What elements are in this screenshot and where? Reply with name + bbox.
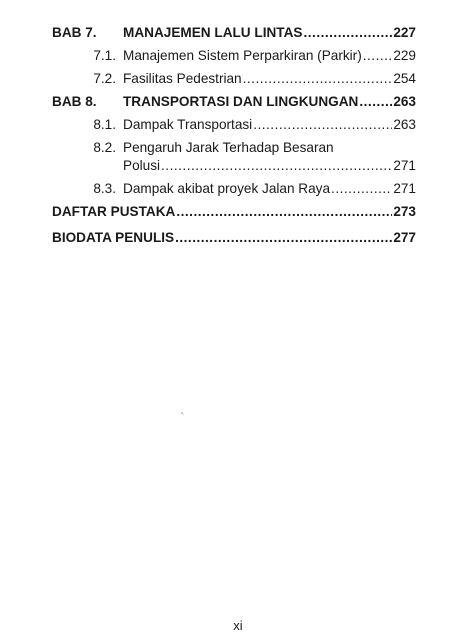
- table-of-contents: [52, 24, 416, 255]
- chapter-title: MANAJEMEN LALU LINTAS: [123, 25, 303, 40]
- section-title: Dampak Transportasi: [123, 117, 253, 132]
- chapter-number: BAB 8.: [52, 94, 97, 109]
- section-title: DAFTAR PUSTAKA: [52, 204, 176, 219]
- dot-leader: [161, 157, 392, 175]
- toc-entry-7-2[interactable]: [52, 70, 416, 88]
- section-title: Manajemen Sistem Perparkiran (Parkir): [123, 48, 362, 63]
- section-title: Dampak akibat proyek Jalan Raya: [123, 181, 331, 196]
- chapter-number: BAB 7.: [52, 25, 97, 40]
- page-ref: 271: [393, 158, 416, 173]
- section-title-line-2: Polusi: [123, 158, 161, 173]
- page-ref: 263: [393, 94, 416, 109]
- toc-entry-biodata-penulis[interactable]: [52, 229, 416, 247]
- dot-leader: [303, 24, 392, 42]
- page-ref: 273: [393, 204, 416, 219]
- toc-entry-8-3[interactable]: [52, 180, 416, 198]
- section-number: 8.1.: [93, 117, 116, 132]
- dot-leader: [243, 70, 393, 88]
- section-number: 7.1.: [93, 48, 116, 63]
- section-title-line-1: Pengaruh Jarak Terhadap Besaran: [123, 140, 334, 155]
- toc-entry-daftar-pustaka[interactable]: [52, 203, 416, 221]
- dot-leader: [363, 47, 393, 65]
- dot-leader: [176, 203, 392, 221]
- dot-leader: [331, 180, 392, 198]
- page-ref: 263: [393, 117, 416, 132]
- section-title: BIODATA PENULIS: [52, 230, 175, 245]
- toc-entry-7-1[interactable]: [52, 47, 416, 65]
- page-ref: 254: [393, 71, 416, 86]
- toc-entry-bab-8[interactable]: [52, 93, 416, 111]
- section-number: 8.2.: [93, 140, 116, 155]
- dot-leader: [175, 229, 392, 247]
- toc-entry-8-1[interactable]: [52, 116, 416, 134]
- page-ref: 271: [393, 181, 416, 196]
- dot-leader: [359, 93, 392, 111]
- page-ref: 277: [393, 230, 416, 245]
- section-number: 8.3.: [93, 181, 116, 196]
- page-ref: 227: [393, 25, 416, 40]
- chapter-title: TRANSPORTASI DAN LINGKUNGAN: [123, 94, 359, 109]
- page-ref: 229: [393, 48, 416, 63]
- toc-entry-bab-7[interactable]: [52, 24, 416, 42]
- toc-entry-8-2[interactable]: [52, 139, 416, 175]
- section-title: Fasilitas Pedestrian: [123, 71, 242, 86]
- dot-leader: [253, 116, 392, 134]
- page-number: xi: [233, 618, 243, 633]
- paper-speck: [183, 414, 184, 415]
- section-number: 7.2.: [93, 71, 116, 86]
